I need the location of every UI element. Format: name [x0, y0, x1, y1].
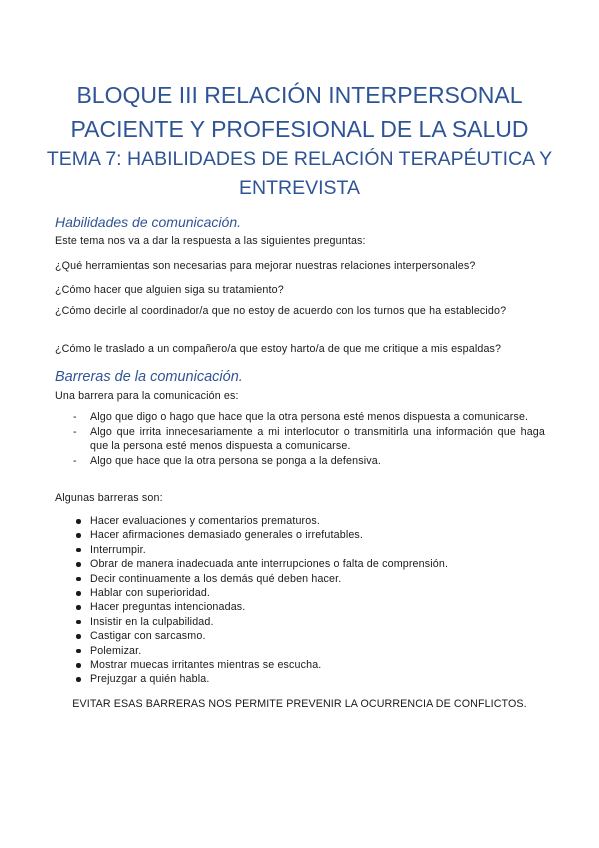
document-title — [0, 78, 599, 146]
question-3: ¿Cómo decirle al coordinador/a que no estoy de acuerdo con los turnos que ha establecido? — [55, 305, 507, 317]
dash-marker: - — [73, 411, 77, 423]
question-2: ¿Cómo hacer que alguien siga su tratamiento? — [55, 284, 284, 296]
section-heading-communication-barriers: Barreras de la comunicación. — [55, 369, 243, 385]
question-4: ¿Cómo le traslado a un compañero/a que estoy harto/a de que me critique a mis espaldas? — [55, 343, 502, 355]
list-item — [55, 644, 545, 658]
barriers-list — [55, 514, 545, 687]
list-item — [55, 629, 545, 643]
list-item — [55, 672, 545, 686]
list-item — [55, 572, 545, 586]
barrier-definition-list — [55, 410, 545, 468]
bullet-icon — [76, 649, 81, 654]
title-line-1: BLOQUE III RELACIÓN INTERPERSONAL — [76, 82, 523, 108]
barriers-intro: Algunas barreras son: — [55, 492, 163, 504]
list-item — [55, 658, 545, 672]
title-line-2: PACIENTE Y PROFESIONAL DE LA SALUD — [70, 116, 529, 142]
list-item-text: Interrumpir. — [90, 543, 146, 556]
bullet-icon — [76, 548, 81, 553]
list-item-text: Castigar con sarcasmo. — [90, 630, 206, 643]
bullet-icon — [76, 562, 81, 567]
list-item-text: Polemizar. — [90, 644, 142, 657]
list-item-text: Algo que digo o hago que hace que la otra persona esté menos dispuesta a comunicarse. — [90, 411, 529, 423]
list-item — [55, 600, 545, 614]
list-item — [55, 557, 545, 571]
bullet-icon — [76, 634, 81, 639]
dash-marker: - — [73, 454, 77, 467]
list-item — [55, 410, 545, 425]
list-item-text: Algo que irrita innecesariamente a mi interlocutor o transmitirla una información que haga que la persona esté menos dispuesta a comunicarse. — [90, 425, 545, 452]
section2-intro: Una barrera para la comunicación es: — [55, 390, 239, 402]
list-item-text: Hacer afirmaciones demasiado generales o irrefutables. — [90, 529, 364, 542]
subtitle-line-2: ENTREVISTA — [239, 177, 360, 199]
section-heading-communication-skills: Habilidades de comunicación. — [55, 214, 241, 230]
bullet-icon — [76, 605, 81, 610]
list-item-text: Obrar de manera inadecuada ante interrupciones o falta de comprensión. — [90, 558, 449, 571]
bullet-icon — [76, 519, 81, 524]
bullet-icon — [76, 577, 81, 582]
list-item — [55, 586, 545, 600]
bullet-icon — [76, 533, 81, 538]
question-1: ¿Qué herramientas son necesarias para mejorar nuestras relaciones interpersonales? — [55, 260, 476, 272]
list-item-text: Algo que hace que la otra persona se ponga a la defensiva. — [90, 454, 381, 467]
list-item-text: Hacer evaluaciones y comentarios prematuros. — [90, 515, 320, 527]
list-item — [55, 454, 545, 469]
list-item — [55, 543, 545, 557]
bullet-icon — [76, 620, 81, 625]
list-item-text: Hablar con superioridad. — [90, 587, 211, 600]
bullet-icon — [76, 677, 81, 682]
closing-statement: EVITAR ESAS BARRERAS NOS PERMITE PREVENIR LA OCURRENCIA DE CONFLICTOS. — [72, 698, 527, 710]
list-item-text: Mostrar muecas irritantes mientras se escucha. — [90, 659, 322, 672]
list-item — [55, 528, 545, 542]
list-item-text: Hacer preguntas intencionadas. — [90, 601, 246, 614]
subtitle-line-1: TEMA 7: HABILIDADES DE RELACIÓN TERAPÉUTICA Y — [46, 148, 553, 170]
bullet-icon — [76, 591, 81, 596]
list-item-text: Insistir en la culpabilidad. — [90, 615, 214, 628]
dash-marker: - — [73, 425, 77, 438]
list-item-text: Prejuzgar a quién habla. — [90, 673, 210, 686]
section1-intro: Este tema nos va a dar la respuesta a las siguientes preguntas: — [55, 235, 366, 247]
list-item-text: Decir continuamente a los demás qué deben hacer. — [90, 572, 342, 585]
list-item — [55, 615, 545, 629]
list-item — [55, 514, 545, 528]
list-item — [55, 425, 545, 454]
document-subtitle — [0, 145, 599, 203]
bullet-icon — [76, 663, 81, 668]
